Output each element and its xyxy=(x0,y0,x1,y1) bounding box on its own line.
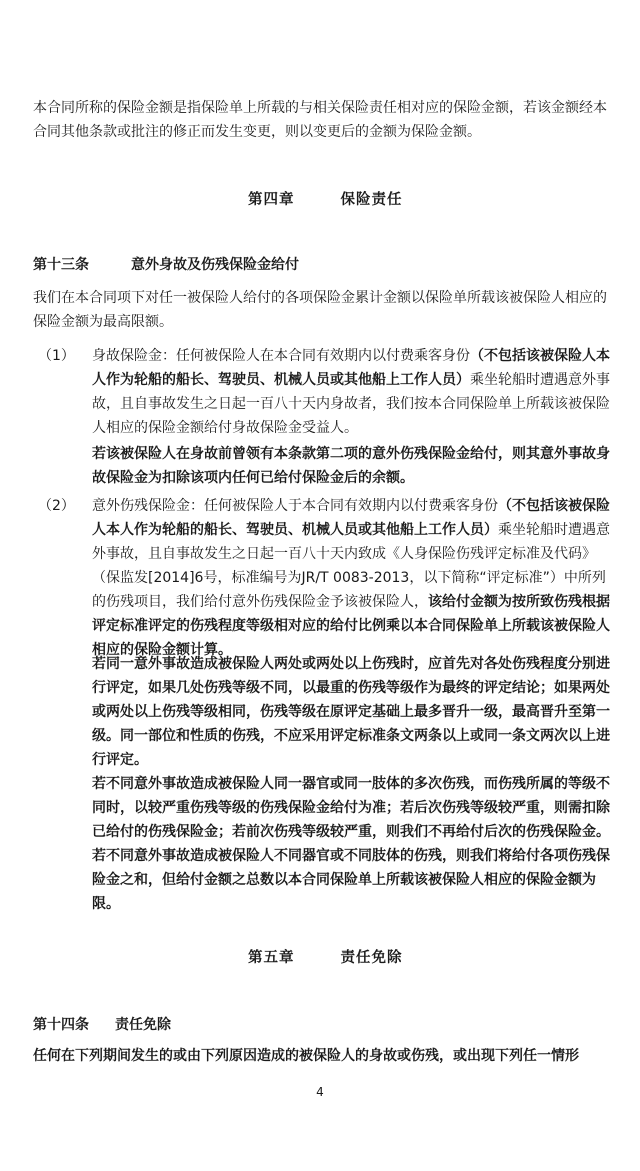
item-1-rest: 乘坐轮船时遭遇意外事故，且自事故发生之日起一百八十天内身故者，我们按本合同保险单上所载该被保险人相应的保险金额给付身故保险金受益人。 xyxy=(92,372,610,436)
item-2-number: （2） xyxy=(38,498,75,514)
article-14-number: 第十四条 xyxy=(33,1017,89,1033)
item-2-para2-bold: 若同一意外事故造成被保险人两处或两处以上伤残时，应首先对各处伤残程度分别进行评定，如果几处伤残等级不同，以最重的伤残等级作为最终的评定结论；如果两处或两处以上伤残等级相同，伤残等级在原评定基础上最多晋升一级，最高晋升至第一级。同一部位和性质的伤残，不应采用评定标准条文两条以上或同一条文两次以上进行评定。 xyxy=(92,656,610,768)
item-2-paragraph xyxy=(92,494,612,662)
article-14-title: 责任免除 xyxy=(115,1017,171,1033)
chapter-5-title: 责任免除 xyxy=(340,950,403,966)
item-1-paragraph xyxy=(92,344,612,440)
item-1-lead: 身故保险金：任何被保险人在本合同有效期内以付费乘客身份 xyxy=(92,348,470,364)
chapter-4-title: 保险责任 xyxy=(340,192,403,208)
intro-paragraph: 本合同所称的保险金额是指保险单上所载的与相关保险责任相对应的保险金额，若该金额经本合同其他条款或批注的修正而发生变更，则以变更后的金额为保险金额。 xyxy=(33,100,607,140)
page-number: 4 xyxy=(316,1085,324,1099)
chapter-5-number: 第五章 xyxy=(248,950,295,966)
chapter-4-number: 第四章 xyxy=(248,192,295,208)
item-1-paragraph-2 xyxy=(92,442,612,490)
chapter-5-heading xyxy=(248,946,403,967)
item-1-number: （1） xyxy=(38,348,75,364)
item-2-paragraph-3 xyxy=(92,772,612,916)
item-1-exclusion-bold: （不包括该被保险人本人作为轮船的船长、驾驶员、机械人员或其他船上工作人员） xyxy=(92,348,610,388)
item-2-rest: 乘坐轮船时遭遇意外事故，且自事故发生之日起一百八十天内致成《人身保险伤残评定标准及代码》（保监发[2014]6号，标准编号为JR/T 0083-2013，以下简称“评定标准”）中所列的伤残项目，我们给付意外伤残保险金予该被保险人， xyxy=(92,522,610,610)
item-2-calculation-bold: 该给付金额为按所致伤残根据评定标准评定的伤残程度等级相对应的给付比例乘以本合同保险单上所载该被保险人相应的保险金额计算。 xyxy=(92,594,610,658)
item-2-lead: 意外伤残保险金：任何被保险人于本合同有效期内以付费乘客身份 xyxy=(92,498,498,514)
article-14-heading xyxy=(33,1014,171,1034)
article-13-number: 第十三条 xyxy=(33,257,89,273)
item-1-para2-bold: 若该被保险人在身故前曾领有本条款第二项的意外伤残保险金给付，则其意外事故身故保险金为扣除该项内任何已给付保险金后的余额。 xyxy=(92,446,610,486)
item-2-para3-bold: 若不同意外事故造成被保险人同一器官或同一肢体的多次伤残，而伤残所属的等级不同时，以较严重伤残等级的伤残保险金给付为准；若后次伤残等级较严重，则需扣除已给付的伤残保险金；若前次伤残等级较严重，则我们不再给付后次的伤残保险金。若不同意外事故造成被保险人不同器官或不同肢体的伤残，则我们将给付各项伤残保险金之和，但给付金额之总数以本合同保险单上所载该被保险人相应的保险金额为限。 xyxy=(92,776,610,912)
article-13-heading xyxy=(33,254,299,274)
item-2-paragraph-2 xyxy=(92,652,612,772)
article-13-title: 意外身故及伤残保险金给付 xyxy=(131,257,299,273)
chapter-4-heading xyxy=(248,188,403,209)
item-2-exclusion-bold: （不包括该被保险人本人作为轮船的船长、驾驶员、机械人员或其他船上工作人员） xyxy=(92,498,610,538)
article-14-intro: 任何在下列期间发生的或由下列原因造成的被保险人的身故或伤残，或出现下列任一情形 xyxy=(33,1048,579,1064)
article-13-intro: 我们在本合同项下对任一被保险人给付的各项保险金累计金额以保险单所载该被保险人相应的保险金额为最高限额。 xyxy=(33,290,607,330)
